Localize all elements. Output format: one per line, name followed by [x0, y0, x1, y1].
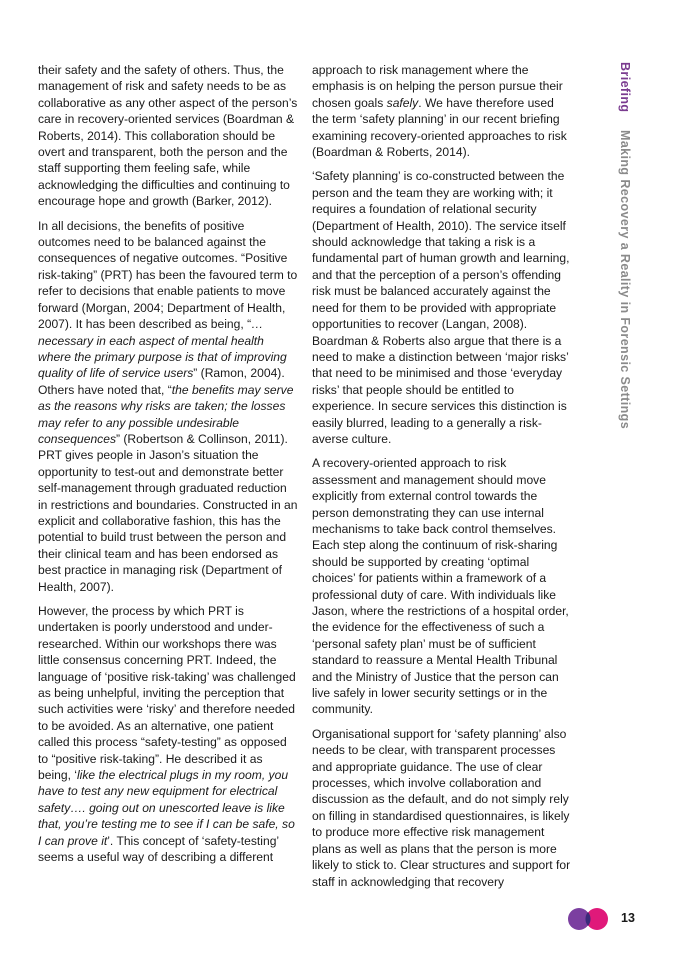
logo-circles-icon [567, 907, 611, 931]
quote-text: the benefits may serve as the reasons why risks are taken; the losses may refer to any possible undesirable consequences [38, 382, 294, 446]
paragraph-text: In all decisions, the benefits of positive outcomes need to be balanced against the consequences of negative outcomes. “Positive risk-taking” (PRT) has been the favoured term to refer to decisions that enable patients to move forward (Morgan, 2004; Department of Health, 2007). It has been described as being, “ [38, 218, 298, 332]
quote-text: like the electrical plugs in my room, you have to test any new equipment for electrical safety…. going out on unescorted leave is like that, you’re testing me to see if I can be safe, so I can prove it [38, 768, 295, 848]
paragraph [312, 168, 572, 447]
paragraph-text: However, the process by which PRT is undertaken is poorly understood and under-researched. Within our workshops there was little consensus concerning PRT. Indeed, the language of ‘positive risk-taking’ was challenged as being unhelpful, inviting the perception that such activities were ‘risky’ and therefore needed to be avoided. As an alternative, one patient called this process “safety-testing” as opposed to “positive risk-taking”. He described it as being, ‘ [38, 604, 296, 783]
quote-text: … necessary in each aspect of mental health where the primary purpose is that of improving quality of life of service users [38, 317, 287, 381]
page-number: 13 [621, 911, 635, 925]
paragraph [312, 726, 572, 890]
left-column [38, 62, 298, 874]
paragraph-text: ” (Ramon, 2004). Others have noted that, “ [38, 366, 285, 397]
briefing-label: Briefing [618, 62, 632, 113]
paragraph-text: their safety and the safety of others. Thus, the management of risk and safety needs to be as collaborative as any other aspect of the person’s care in recovery-oriented services (Boardman & Roberts, 2014). This collaboration should be overt and transparent, both the person and the staff supporting them feeling safe, while acknowledging the difficulties and continuing to encourage hope and growth (Barker, 2012). [38, 63, 298, 209]
emphasis-text: safely [386, 95, 419, 110]
paragraph [38, 218, 298, 595]
publication-title: Making Recovery a Reality in Forensic Settings [618, 130, 632, 430]
right-column [312, 62, 572, 898]
paragraph-text: approach to risk management where the emphasis is on helping the person pursue their chosen goals [312, 63, 563, 110]
paragraph [38, 62, 298, 210]
paragraph [38, 603, 298, 866]
paragraph-text: . We have therefore used the term ‘safety planning’ in our recent briefing examining recovery-oriented approaches to risk (Boardman & Roberts, 2014). [312, 95, 567, 160]
paragraph [312, 455, 572, 718]
paragraph-text: A recovery-oriented approach to risk assessment and management should move explicitly from external control towards the person demonstrating they can use internal mechanisms to take back control themselves. Each step along the continuum of risk-sharing should be supported by creating ‘optimal choices’ for patients within a framework of a professional duty of care. With individuals like Jason, where the restrictions of a hospital order, the evidence for the effectiveness of such a ‘personal safety plan’ must be of sufficient standard to reassure a Mental Health Tribunal and the Ministry of Justice that the person can live safely in lower security settings or in the community. [312, 456, 569, 717]
paragraph-text: ’. This concept of ‘safety-testing’ seems a useful way of describing a different [38, 833, 279, 865]
sidebar-running-head [618, 62, 632, 429]
paragraph-text: Organisational support for ‘safety planning’ also needs to be clear, with transparent processes and appropriate guidance. The use of clear processes, which involve collaboration and discussion as the default, and do not simply rely on filling in standardised questionnaires, is likely to produce more effective risk management plans as well as plans that the person is more likely to stick to. Clear structures and support for staff in acknowledging that recovery [312, 726, 571, 889]
paragraph-text: ‘Safety planning’ is co-constructed between the person and the team they are working with; it requires a foundation of relational security (Department of Health, 2010). The service itself should acknowledge that taking a risk is a fundamental part of human growth and learning, and that the perception of a person’s offending risk must be balanced accurately against the need for them to be provided with appropriate opportunities to recover (Langan, 2008). Boardman & Roberts also argue that there is a need to make a distinction between ‘major risks’ that need to be minimised and those ‘everyday risks’ that people should be entitled to experience. In secure services this distinction is easily blurred, leading to a generally a risk-averse culture. [312, 169, 570, 446]
paragraph [312, 62, 572, 160]
paragraph-text: ” (Robertson & Collinson, 2011). PRT gives people in Jason’s situation the opportunity to test-out and demonstrate better self-management through graduated reduction in restrictions and boundaries. Constructed in an explicit and collaborative fashion, this has the potential to build trust between the person and their clinical team and has been endorsed as best practice in managing risk (Department of Health, 2007). [38, 431, 298, 594]
